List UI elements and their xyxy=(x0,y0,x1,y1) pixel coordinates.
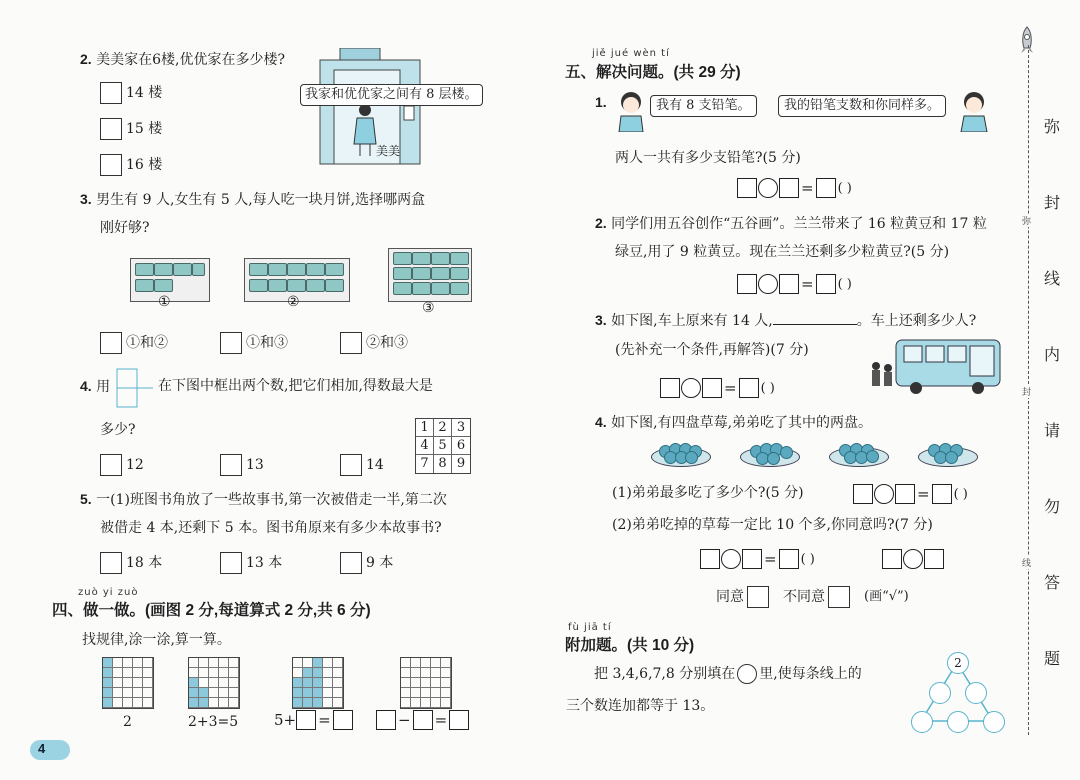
q3-question: 3. 男生有 9 人,女生有 5 人,每人吃一块月饼,选择哪两盒 xyxy=(80,191,426,208)
strawberry-plate-1 xyxy=(651,441,713,467)
q3-option-a[interactable]: ①和② xyxy=(100,332,168,354)
q3-option-b[interactable]: ①和③ xyxy=(220,332,288,354)
bonus-line2: 三个数连加都等于 13。 xyxy=(566,698,715,714)
circle-blank[interactable] xyxy=(983,711,1005,733)
disagree-checkbox[interactable] xyxy=(828,586,850,608)
q5-option-a[interactable]: 18 本 xyxy=(100,552,162,574)
grid-2 xyxy=(188,657,240,709)
seal-char: 题 xyxy=(1044,649,1061,668)
section4-instruction: 找规律,涂一涂,算一算。 xyxy=(82,632,231,648)
operator-circle[interactable] xyxy=(874,484,894,504)
answer-box[interactable] xyxy=(742,549,762,569)
section5-pinyin: jiě jué wèn tí xyxy=(592,48,670,59)
mooncake-box-3 xyxy=(388,248,472,302)
triangle-puzzle xyxy=(910,652,1004,732)
girl-icon xyxy=(958,90,990,132)
page-number: 4 xyxy=(38,741,46,756)
q2-question xyxy=(80,49,285,70)
grid-equation-3: 5+ = xyxy=(274,710,353,730)
bonus-title: 附加题。(共 10 分) xyxy=(565,637,695,654)
answer-box[interactable] xyxy=(702,378,722,398)
section5-title: 五、解决问题。(共 29 分) xyxy=(565,64,741,81)
unit-blank[interactable]: ( ) xyxy=(837,276,852,292)
answer-box[interactable] xyxy=(895,484,915,504)
elevator-illustration xyxy=(318,48,422,166)
q4-option-c[interactable]: 14 xyxy=(340,454,384,476)
table-cell[interactable]: 3 xyxy=(452,419,470,437)
r-q4-sub1: (1)弟弟最多吃了多少个?(5 分) xyxy=(612,485,804,501)
unit-blank[interactable]: ( ) xyxy=(800,551,815,567)
box-label-3: ③ xyxy=(422,300,435,316)
box-label-2: ② xyxy=(287,294,300,310)
section4-pinyin: zuò yi zuò xyxy=(78,587,139,598)
bonus-pinyin: fù jiā tí xyxy=(568,622,612,633)
answer-box[interactable] xyxy=(413,710,433,730)
r-q4-question: 4. 如下图,有四盘草莓,弟弟吃了其中的两盘。 xyxy=(595,414,873,431)
answer-box[interactable] xyxy=(779,178,799,198)
checkbox[interactable] xyxy=(340,552,362,574)
grid-caption-2: 2+3=5 xyxy=(188,714,239,730)
answer-box[interactable] xyxy=(816,274,836,294)
grid-equation-4: − = xyxy=(376,710,469,730)
bonus-line1: 把 3,4,6,7,8 分别填在 里,使每条线上的 xyxy=(594,666,862,682)
checkbox[interactable] xyxy=(100,154,122,176)
q2-option-c[interactable]: 16 楼 xyxy=(100,154,162,176)
grid-caption-1: 2 xyxy=(123,714,132,730)
r-q3-question-line2: (先补充一个条件,再解答)(7 分) xyxy=(615,342,809,358)
section4-title: 四、做一做。(画图 2 分,每道算式 2 分,共 6 分) xyxy=(52,602,371,619)
number-table xyxy=(415,418,471,474)
r-q2-question-line2: 绿豆,用了 9 粒黄豆。现在兰兰还剩多少粒黄豆?(5 分) xyxy=(615,244,950,260)
q4-question-line2: 多少? xyxy=(100,422,136,438)
character-name: 美美 xyxy=(376,144,401,158)
q2-option-b[interactable]: 15 楼 xyxy=(100,118,162,140)
seal-char: 请 xyxy=(1044,421,1061,440)
answer-box[interactable] xyxy=(932,484,952,504)
checkbox[interactable] xyxy=(220,332,242,354)
table-cell[interactable]: 9 xyxy=(456,456,466,471)
operator-circle[interactable] xyxy=(681,378,701,398)
r-q4-sub2-equation: = ( ) xyxy=(700,549,817,569)
checkbox[interactable] xyxy=(100,82,122,104)
box-label-1: ① xyxy=(158,294,171,310)
q4-text: 在下图中框出两个数,把它们相加,得数最大是 xyxy=(158,378,433,394)
q5-question-line2: 被借走 4 本,还剩下 5 本。图书角原来有多少本故事书? xyxy=(100,520,442,536)
seal-char: 线 xyxy=(1044,269,1061,288)
answer-box[interactable] xyxy=(853,484,873,504)
checkbox[interactable] xyxy=(100,118,122,140)
fill-blank[interactable] xyxy=(773,310,857,325)
table-cell[interactable]: 4 xyxy=(416,437,434,455)
answer-box[interactable] xyxy=(449,710,469,730)
seal-char: 弥 xyxy=(1044,117,1061,136)
speech-bubble: 我家和优优家之间有 8 层楼。 xyxy=(300,84,483,106)
answer-box[interactable] xyxy=(660,378,680,398)
answer-box[interactable] xyxy=(816,178,836,198)
q2-option-a[interactable]: 14 楼 xyxy=(100,82,162,104)
answer-box[interactable] xyxy=(333,710,353,730)
q5-question: 5. 一(1)班图书角放了一些故事书,第一次被借走一半,第二次 xyxy=(80,491,447,508)
seal-small-char: 线 xyxy=(1022,556,1031,569)
checkbox[interactable] xyxy=(340,332,362,354)
checkbox[interactable] xyxy=(100,454,122,476)
top-circle: 2 xyxy=(947,652,969,674)
q3-option-c[interactable]: ②和③ xyxy=(340,332,408,354)
circle-blank[interactable] xyxy=(911,711,933,733)
answer-box[interactable] xyxy=(779,549,799,569)
operator-circle[interactable] xyxy=(758,274,778,294)
seal-char: 封 xyxy=(1044,193,1061,212)
answer-box[interactable] xyxy=(737,274,757,294)
frame-shape-icon xyxy=(116,368,154,408)
circle-blank[interactable] xyxy=(737,664,757,684)
circle-blank[interactable] xyxy=(947,711,969,733)
agree-row: 同意 不同意 (画“√”) xyxy=(716,586,909,608)
q2-text: 美美家在6楼,优优家在多少楼? xyxy=(96,52,286,68)
grid-1 xyxy=(102,657,154,709)
checkbox[interactable] xyxy=(220,454,242,476)
grid-3 xyxy=(292,657,344,709)
answer-box[interactable] xyxy=(882,549,902,569)
r-q2-equation: = ( ) xyxy=(737,274,854,294)
r-q1-equation: = ( ) xyxy=(737,178,854,198)
table-cell[interactable]: 7 xyxy=(416,455,434,473)
strawberry-plate-2 xyxy=(740,441,802,467)
r-q2-question: 2. 同学们用五谷创作“五谷画”。兰兰带来了 16 粒黄豆和 17 粒 xyxy=(595,215,987,232)
page-badge xyxy=(30,740,70,760)
q5-option-c[interactable]: 9 本 xyxy=(340,552,393,574)
seal-small-char: 封 xyxy=(1022,385,1031,398)
table-cell[interactable]: 8 xyxy=(434,455,452,473)
girl-speech-bubble: 我的铅笔支数和你同样多。 xyxy=(778,95,946,117)
grid-4[interactable] xyxy=(400,657,452,709)
circle-blank[interactable] xyxy=(965,682,987,704)
rocket-icon xyxy=(1017,26,1037,54)
unit-blank[interactable]: ( ) xyxy=(837,180,852,196)
q3-question-line2: 刚好够? xyxy=(100,220,150,236)
r-q4-compare xyxy=(882,549,944,569)
q2-number: 2. xyxy=(80,51,92,67)
table-cell[interactable]: 6 xyxy=(452,437,470,455)
checkbox[interactable] xyxy=(100,332,122,354)
r-q4-sub1-equation: = ( ) xyxy=(853,484,970,504)
q5-option-b[interactable]: 13 本 xyxy=(220,552,282,574)
q4-option-a[interactable]: 12 xyxy=(100,454,144,476)
checkbox[interactable] xyxy=(340,454,362,476)
seal-char: 勿 xyxy=(1044,497,1061,516)
table-cell[interactable]: 2 xyxy=(434,419,452,437)
answer-box[interactable] xyxy=(739,378,759,398)
seal-char: 内 xyxy=(1044,345,1061,364)
answer-box[interactable] xyxy=(376,710,396,730)
answer-box[interactable] xyxy=(700,549,720,569)
seal-char: 答 xyxy=(1044,573,1061,592)
boy-speech-bubble: 我有 8 支铅笔。 xyxy=(650,95,757,117)
answer-box[interactable] xyxy=(737,178,757,198)
circle-blank[interactable] xyxy=(929,682,951,704)
r-q1-ask: 两人一共有多少支铅笔?(5 分) xyxy=(615,150,801,166)
answer-box[interactable] xyxy=(296,710,316,730)
table-cell[interactable]: 1 xyxy=(416,419,434,437)
q4-option-b[interactable]: 13 xyxy=(220,454,264,476)
r-q3-question: 3. 如下图,车上原来有 14 人, 。车上还剩多少人? xyxy=(595,312,977,329)
operator-circle[interactable] xyxy=(903,549,923,569)
strawberry-plate-3 xyxy=(829,441,891,467)
checkbox[interactable] xyxy=(220,552,242,574)
agree-checkbox[interactable] xyxy=(747,586,769,608)
boy-icon xyxy=(616,90,646,132)
unit-blank[interactable]: ( ) xyxy=(953,486,968,502)
answer-box[interactable] xyxy=(779,274,799,294)
strawberry-plate-4 xyxy=(918,441,980,467)
table-cell[interactable]: 5 xyxy=(434,437,452,455)
operator-circle[interactable] xyxy=(758,178,778,198)
operator-circle[interactable] xyxy=(721,549,741,569)
unit-blank[interactable]: ( ) xyxy=(760,380,775,396)
r-q1-number: 1. xyxy=(595,94,607,110)
answer-box[interactable] xyxy=(924,549,944,569)
r-q4-sub2: (2)弟弟吃掉的草莓一定比 10 个多,你同意吗?(7 分) xyxy=(612,517,933,533)
r-q3-equation: = ( ) xyxy=(660,378,777,398)
seal-small-char: 弥 xyxy=(1022,214,1031,227)
bus-illustration xyxy=(868,336,1003,396)
checkbox[interactable] xyxy=(100,552,122,574)
q4-question: 4. 用 xyxy=(80,378,111,395)
